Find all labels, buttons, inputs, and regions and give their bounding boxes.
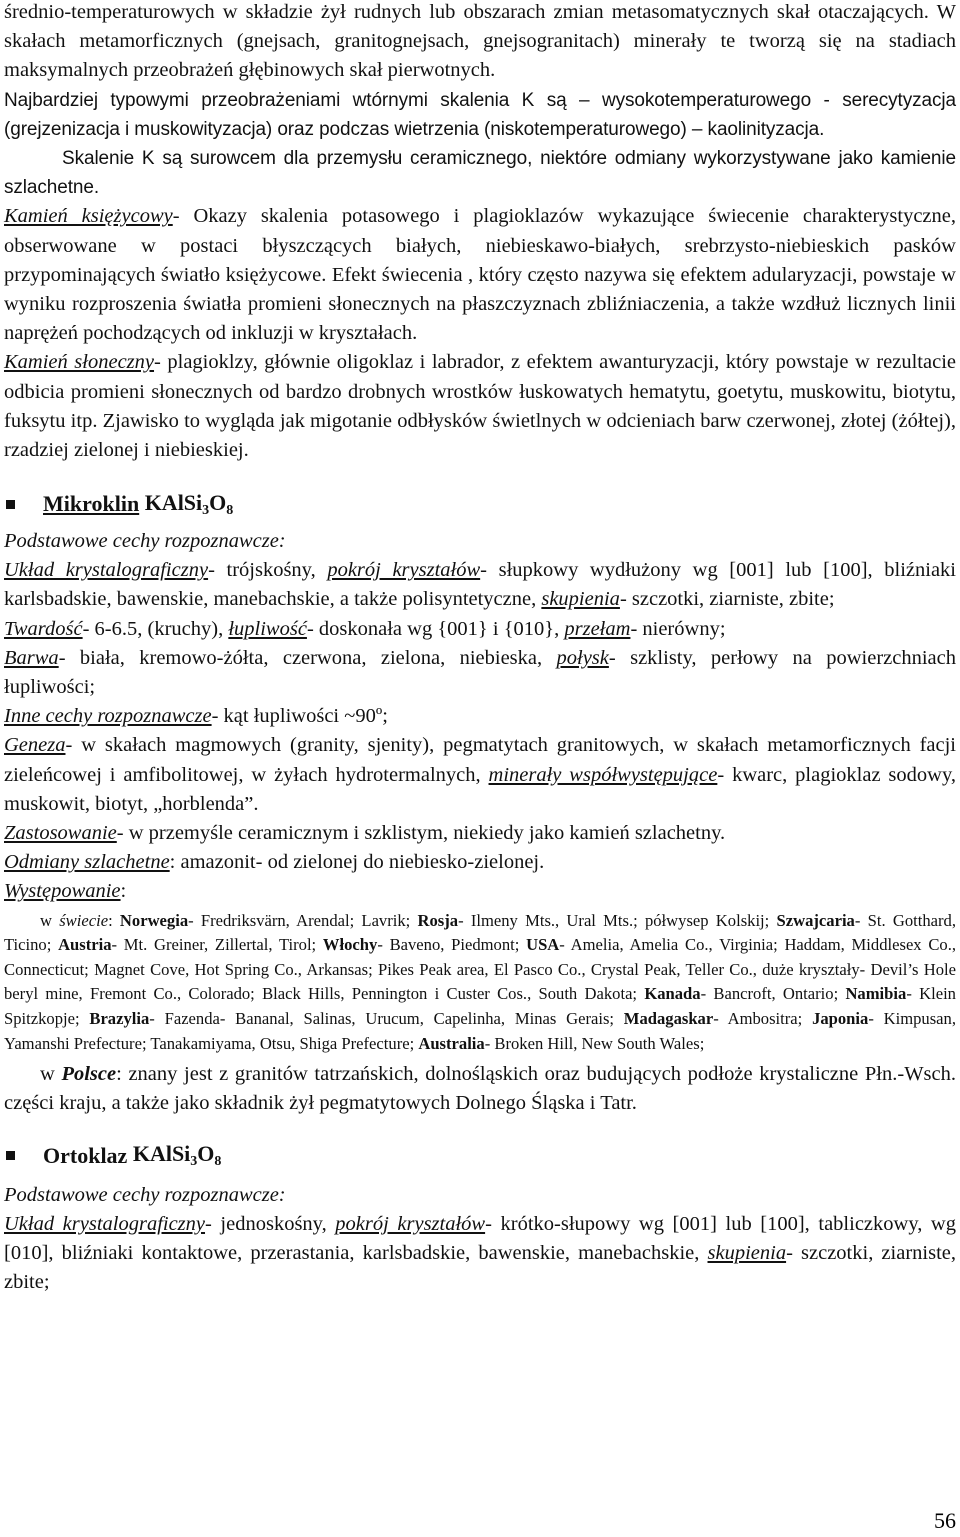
country-localities: - Amelia, Amelia Co., Virginia; Haddam, Middlesex Co., Connecticut; Magnet Cove, Hot Spring Co., Arkansas; Pikes Peak area, El Pasco Co., Crystal Peak, Teller Co., duże kryształy- Devil’s Hole beryl mine, Fremont Co., Colorado; Black Hills, Pennington i Custer Cos., South Dakota; — [4, 935, 956, 1004]
country-name: Namibia — [845, 984, 907, 1004]
country-name: Włochy — [322, 935, 378, 955]
mikroklin-color: Barwa- biała, kremowo-żółta, czerwona, zielona, niebieska, połysk- szklisty, perłowy na powierzchniach łupliwości; — [4, 646, 956, 699]
country-name: Brazylia — [89, 1009, 150, 1029]
country-localities: - Kimpusan, Yamanshi Prefecture; Tanakamiyama, Otsu, Shiga Prefecture; — [4, 1009, 956, 1053]
mikroklin-formula: $KAlSi_3O_8$ — [144, 489, 234, 518]
sunstone-term: Kamień słoneczny — [4, 351, 155, 374]
country-localities: - Fazenda- Bananal, Salinas, Urucum, Capelinha, Minas Gerais; — [149, 1009, 624, 1029]
country-name: Norwegia — [119, 910, 189, 930]
document-page — [4, 0, 956, 1297]
ortoklaz-features-title: Podstawowe cechy rozpoznawcze: — [4, 1183, 286, 1206]
alteration-paragraph: Najbardziej typowymi przeobrażeniami wtórnymi skalenia K są – wysokotemperaturowego - serecytyzacja (grejzenizacja i muskowityzacja) oraz podczas wietrzenia (niskotemperaturowego) – kaolinityzacja. — [4, 89, 956, 140]
mikroklin-genesis: Geneza- w skałach magmowych (granity, sjenity), pegmatytach granitowych, w skałach metamorficznych facji zieleńcowej i amfibolitowej, w żyłach hydrotermalnych, minerały współwystępujące- kwarc, plagioklaz sodowy, muskowit, biotyt, „horblenda”. — [4, 734, 957, 815]
mikroklin-other-features: Inne cechy rozpoznawcze- kąt łupliwości ~90º; — [4, 705, 388, 728]
country-name: Madagaskar — [623, 1009, 714, 1029]
mikroklin-features-title: Podstawowe cechy rozpoznawcze: — [4, 530, 286, 553]
square-bullet-icon — [6, 500, 15, 509]
mikroklin-poland-occurrence: w Polsce: znany jest z granitów tatrzańskich, dolnośląskich oraz budujących podłoże krystaliczne Płn.-Wsch. części kraju, a także jako składnik żył pegmatytowych Dolnego Śląska i Tatr. — [4, 1063, 956, 1115]
moonstone-text: - Okazy skalenia potasowego i plagioklazów wykazujące świecenie charakterystyczne, obserwowane w postaci błyszczących białych, niebieskawo-białych, srebrzysto-niebieskich pasków przypominających światło księżycowe. Efekt świecenia , który często nazywa się efektem adularyzacji, powstaje w wyniku rozproszenia światła promieni słonecznych na płaszczyznach zbliźniaczenia, a także wzdłuż licznych linii naprężeń pochodzących od inkluzji w kryształach. — [4, 205, 956, 345]
country-name: Kanada — [644, 984, 701, 1004]
country-localities: - Fredriksvärn, Arendal; Lavrik; — [188, 910, 418, 930]
ortoklaz-name: Ortoklaz — [43, 1142, 128, 1168]
sunstone-text: - plagioklzy, głównie oligoklaz i labrador, z efektem awanturyzacji, który powstaje w rezultacie odbicia promieni słonecznych od bardzo drobnych wrostków łuskowatych hematytu, goetytu, muskowitu, biotytu, fuksytu itp. Zjawisko to wygląda jak migotanie odbłysków świetlnych w odcieniach barw czerwonej, złotej (żółtej), rzadziej zielonej i niebieskiej. — [4, 351, 956, 462]
country-name: Japonia — [812, 1009, 869, 1029]
moonstone-term: Kamień księżycowy — [4, 205, 173, 228]
ortoklaz-formula: $KAlSi_3O_8$ — [132, 1141, 222, 1170]
country-localities: - St. Gotthard, Ticino; — [4, 910, 956, 955]
ortoklaz-crystal-system: Układ krystalograficzny- jednoskośny, pokrój kryształów- krótko-słupowy wg [001] lub [100], tabliczkowy, wg [010], bliźniaki kontaktowe, przerastania, karlsbadskie, bawenskie, manebachskie, skupienia- szczotki, ziarniste, zbite; — [4, 1212, 956, 1294]
intro-paragraph: średnio-temperaturowych w składzie żył rudnych lub obszarach zmian metasomatycznych skał otaczających. W skałach metamorficznych (gnejsach, granitognejsach, gnejsogranitach) minerały te tworzą się na stadiach maksymalnych przeobrażeń głębinowych skał pierwotnych. — [4, 1, 956, 82]
country-localities: - Broken Hill, New South Wales; — [484, 1033, 705, 1053]
country-name: Szwajcaria — [776, 910, 855, 930]
mikroklin-application: Zastosowanie- w przemyśle ceramicznym i szklistym, niekiedy jako kamień szlachetny. — [4, 822, 726, 845]
country-name: Australia — [418, 1033, 485, 1053]
mikroklin-occurrence-label: Występowanie: — [4, 880, 127, 903]
mikroklin-varieties: Odmiany szlachetne: amazonit- od zielonej do niebiesko-zielonej. — [4, 851, 545, 874]
country-localities: - Ambositra; — [713, 1009, 813, 1029]
mikroklin-heading — [4, 487, 956, 521]
country-name: USA — [526, 935, 560, 955]
country-localities: - Bancroft, Ontario; — [700, 984, 846, 1004]
mikroklin-hardness: Twardość- 6-6.5, (kruchy), łupliwość- doskonała wg {001} i {010}, przełam- nierówny; — [4, 617, 726, 640]
country-localities: - Mt. Greiner, Zillertal, Tirol; — [111, 935, 323, 955]
country-localities: - Klein Spitzkopje; — [4, 984, 956, 1029]
ortoklaz-heading — [4, 1139, 956, 1173]
country-localities: - Ilmeny Mts., Ural Mts.; półwysep Kolskij; — [458, 910, 777, 930]
mikroklin-name: Mikroklin — [43, 491, 140, 517]
usage-paragraph: Skalenie K są surowcem dla przemysłu ceramicznego, niektóre odmiany wykorzystywane jako kamienie szlachetne. — [4, 148, 956, 199]
country-name: Austria — [58, 935, 112, 955]
sunstone-paragraph — [4, 348, 956, 465]
moonstone-paragraph — [4, 202, 956, 348]
country-localities: - Baveno, Piedmont; — [377, 935, 527, 955]
page-number: 56 — [934, 1508, 956, 1533]
square-bullet-icon — [6, 1151, 15, 1160]
mikroklin-crystal-system: Układ krystalograficzny- trójskośny, pokrój kryształów- słupkowy wydłużony wg [001] lub [100], bliźniaki karlsbadskie, bawenskie, manebachskie, a także polisyntetyczne, skupienia- szczotki, ziarniste, zbite; — [4, 559, 956, 611]
mikroklin-world-occurrence: w świecie: Norwegia- Fredriksvärn, Arendal; Lavrik; Rosja- Ilmeny Mts., Ural Mts.; półwysep Kolskij; Szwajcaria- St. Gotthard, Ticino; Austria- Mt. Greiner, Zillertal, Tirol; Włochy- Baveno, Piedmont; USA- Amelia, Amelia Co., Virginia; Haddam, Middlesex Co., Connecticut; Magnet Cove, Hot Spring Co., Arkansas; Pikes Peak area, El Pasco Co., Crystal Peak, Teller Co., duże kryształy- Devil’s Hole beryl mine, Fremont Co., Colorado; Black Hills, Pennington i Custer Cos., South Dakota; Kanada- Bancroft, Ontario; Namibia- Klein Spitzkopje; Brazylia- Fazenda- Bananal, Salinas, Urucum, Capelinha, Minas Gerais; Madagaskar- Ambositra; Japonia- Kimpusan, Yamanshi Prefecture; Tanakamiyama, Otsu, Shiga Prefecture; Australia- Broken Hill, New South Wales; — [4, 910, 956, 1053]
country-name: Rosja — [417, 910, 459, 930]
